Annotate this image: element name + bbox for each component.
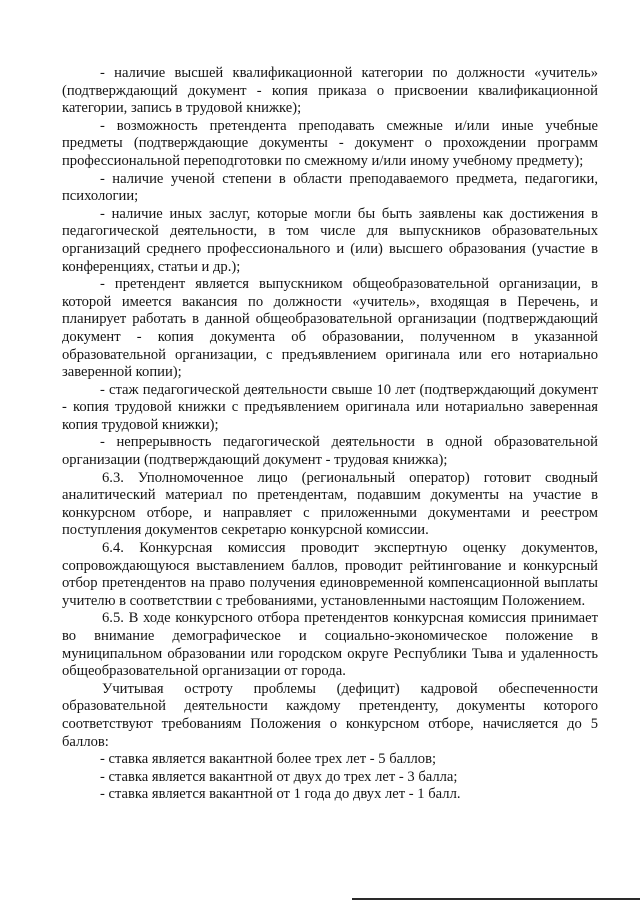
criterion-qualification-category: - наличие высшей квалификационной категории по должности «учитель» (подтверждающий документ - копия приказа о присвоении квалификационной категории, запись в трудовой книжке); [62, 65, 598, 117]
scoring-item-more-than-3-years: - ставка является вакантной более трех лет - 5 баллов; [100, 751, 437, 768]
criterion-continuous-work: - непрерывность педагогической деятельности в одной образовательной организации (подтверждающий документ - трудовая книжка); [62, 434, 598, 469]
scoring-intro-paragraph: Учитывая остроту проблемы (дефицит) кадровой обеспеченности образовательной деятельности каждому претенденту, документы которого соответствуют требованиям Положения о конкурсном отборе, начисляется до 5 баллов: [62, 680, 598, 750]
scoring-item-2-to-3-years: - ставка является вакантной от двух до трех лет - 3 балла; [100, 768, 458, 785]
scoring-item-1-to-2-years: - ставка является вакантной от 1 года до двух лет - 1 балл. [100, 786, 461, 803]
section-6-5-paragraph: 6.5. В ходе конкурсного отбора претендентов конкурсная комиссия принимает во внимание демографическое и социально-экономическое положение в муниципальном образовании или городском округе Республики Тыва и удаленность общеобразовательной организации от города. [62, 610, 598, 680]
document-body [62, 65, 598, 804]
criterion-related-subjects: - возможность претендента преподавать смежные и/или иные учебные предметы (подтверждающие документы - документ о прохождении программ профессиональной переподготовки по смежному и/или иному учебному предмету); [62, 117, 598, 169]
criterion-school-graduate: - претендент является выпускником общеобразовательной организации, в которой имеется вакансия по должности «учитель», входящая в Перечень, и планирует работать в данной общеобразовательной организации (подтверждающий документ - копия документа об образовании, полученном в указанной образовательной организации, с предъявлением оригинала или его нотариально заверенной копии); [62, 276, 598, 381]
page-bottom-rule [352, 898, 640, 900]
criterion-academic-degree: - наличие ученой степени в области преподаваемого предмета, педагогики, психологии; [62, 170, 598, 205]
criterion-teaching-experience: - стаж педагогической деятельности свыше 10 лет (подтверждающий документ - копия трудовой книжки с предъявлением оригинала или нотариально заверенная копия трудовой книжки); [62, 381, 598, 433]
section-6-4-paragraph: 6.4. Конкурсная комиссия проводит экспертную оценку документов, сопровождающуюся выставлением баллов, проводит рейтингование и конкурсный отбор претендентов на право получения единовременной компенсационной выплаты учителю в соответствии с требованиями, установленными настоящим Положением. [62, 540, 598, 609]
criterion-other-merits: - наличие иных заслуг, которые могли бы быть заявлены как достижения в педагогической деятельности, в том числе для выпускников образовательных организаций среднего профессионального и (или) высшего образования (участие в конференциях, статьи и др.); [62, 205, 598, 275]
section-6-3-paragraph: 6.3. Уполномоченное лицо (региональный оператор) готовит сводный аналитический материал по претендентам, подавшим документы на участие в конкурсном отборе, и направляет с приложенными документами и реестром поступления документов секретарю конкурсной комиссии. [62, 469, 598, 539]
